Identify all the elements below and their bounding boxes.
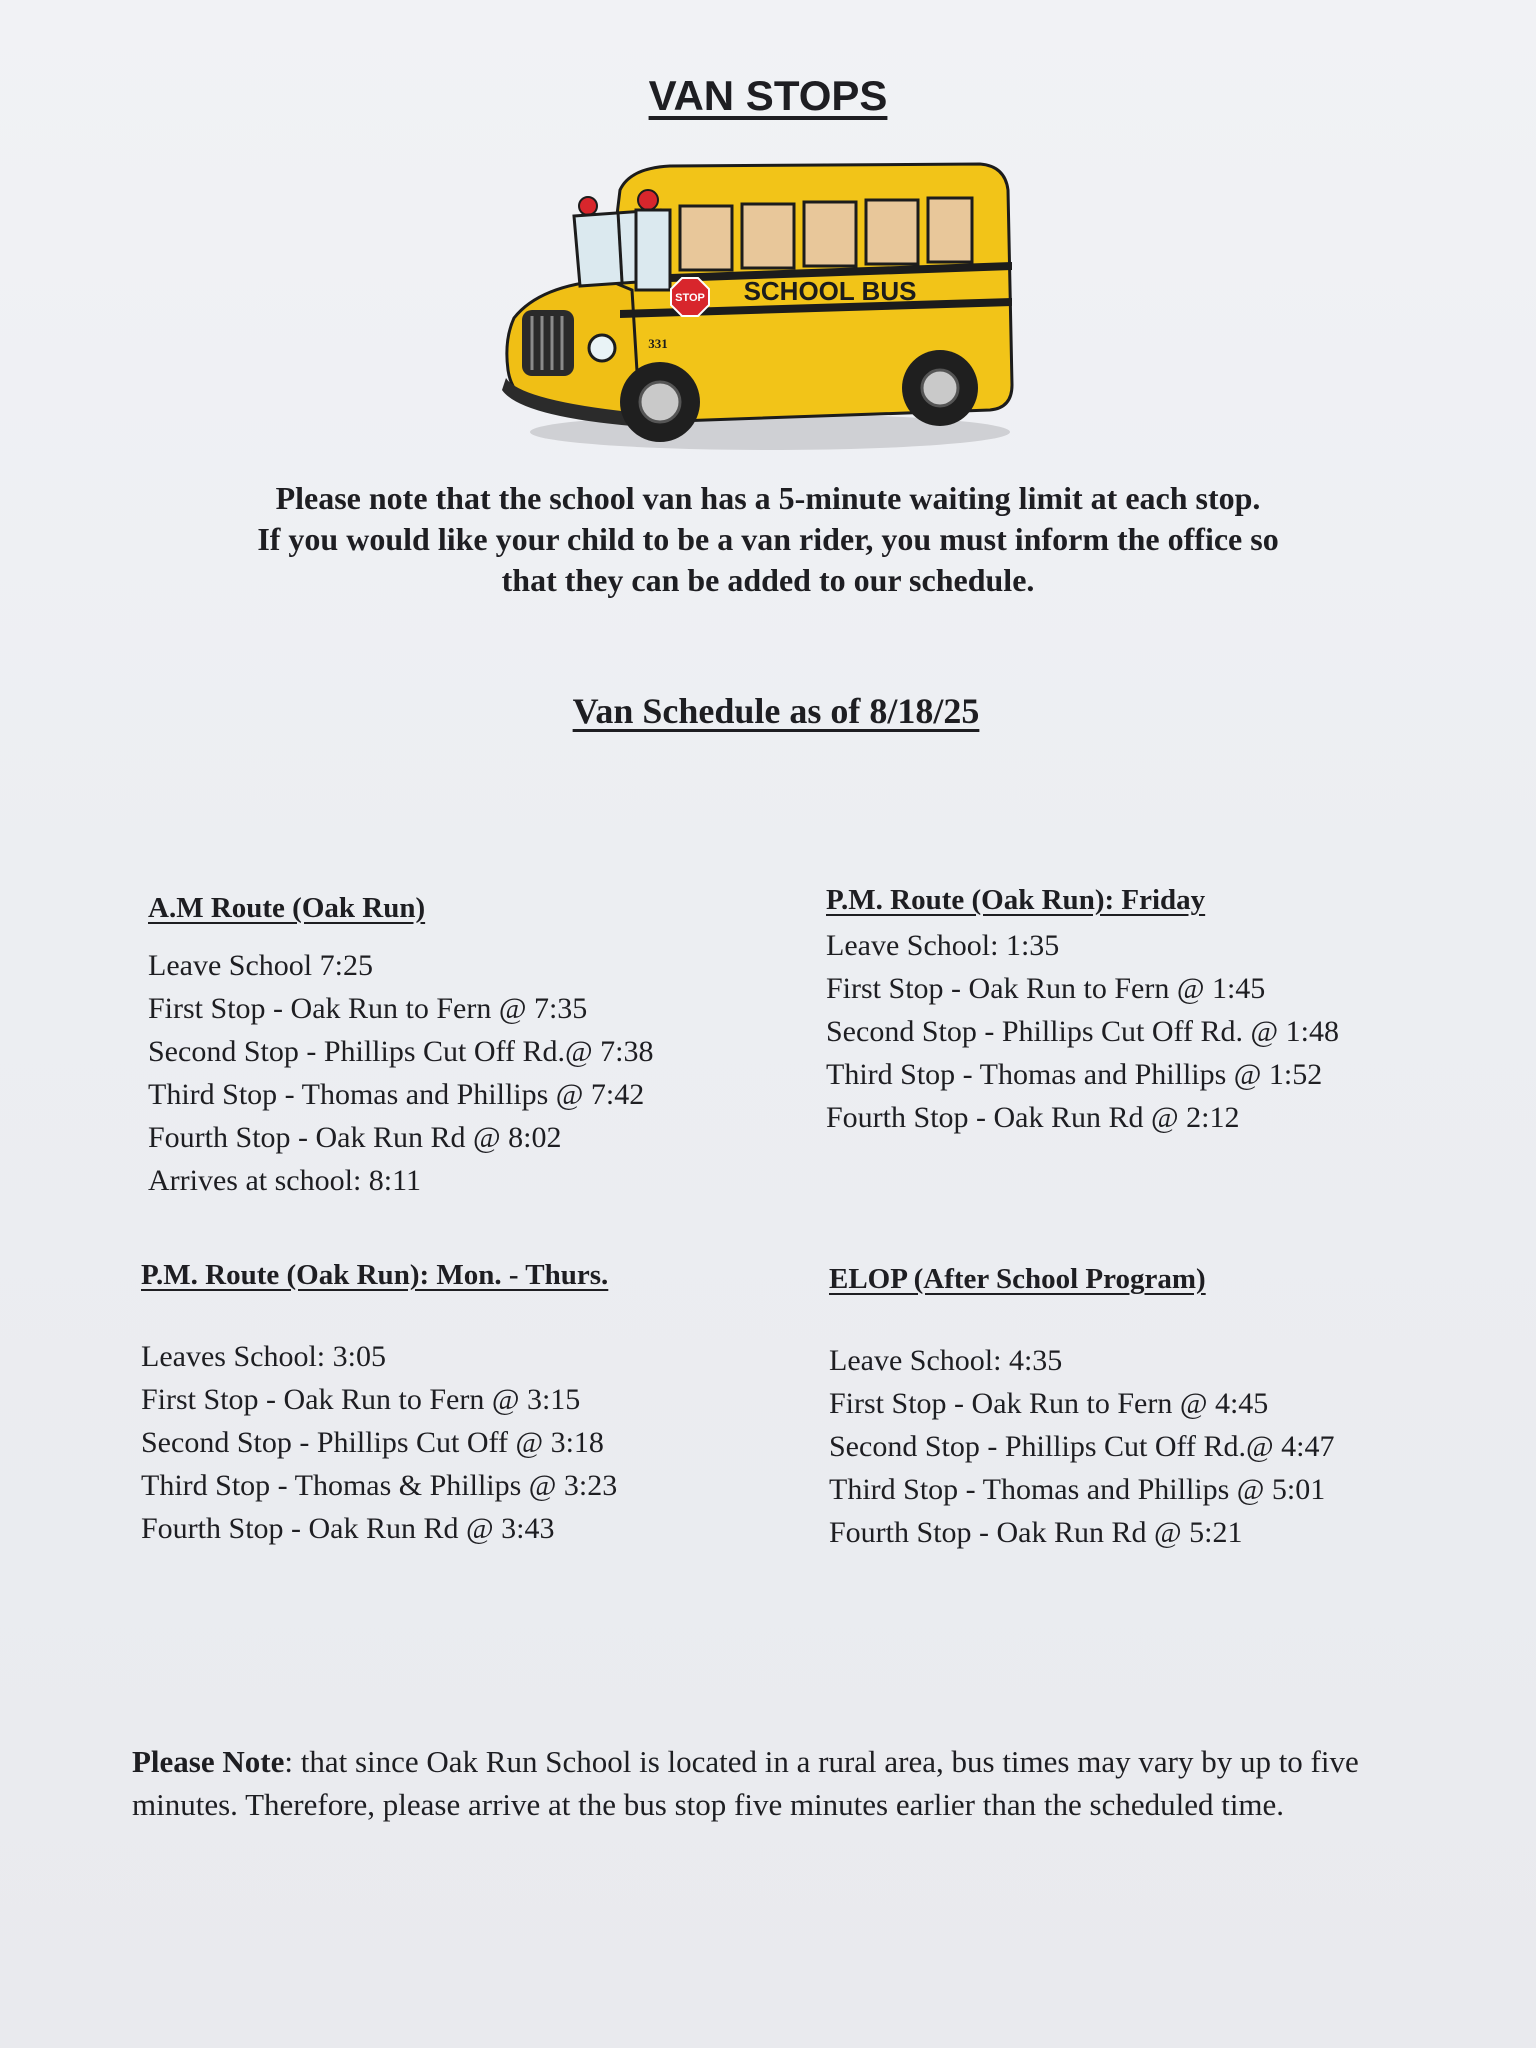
rear-wheel-icon: [902, 350, 978, 426]
route-line: Leave School: 1:35: [826, 929, 1060, 962]
footer-note-label: Please Note: [132, 1744, 285, 1779]
route-heading: ELOP (After School Program): [829, 1263, 1206, 1295]
route-line: Third Stop - Thomas and Phillips @ 7:42: [148, 1078, 645, 1111]
pm-mon-thurs-route-block: [141, 1255, 617, 1550]
roof-light-icon: [638, 190, 658, 210]
route-line: Fourth Stop - Oak Run Rd @ 5:21: [829, 1516, 1243, 1549]
notice-line: Please note that the school van has a 5-minute waiting limit at each stop.: [275, 480, 1261, 516]
route-line: Fourth Stop - Oak Run Rd @ 3:43: [141, 1512, 555, 1545]
route-line: Third Stop - Thomas and Phillips @ 5:01: [829, 1473, 1326, 1506]
front-wheel-icon: [620, 362, 700, 442]
notice-line: that they can be added to our schedule.: [501, 562, 1035, 598]
notice-paragraph: [150, 478, 1386, 601]
route-line: First Stop - Oak Run to Fern @ 4:45: [829, 1387, 1269, 1420]
bus-door: [636, 210, 670, 290]
route-line: Third Stop - Thomas and Phillips @ 1:52: [826, 1058, 1323, 1091]
page-title: VAN STOPS: [648, 72, 888, 119]
school-bus-illustration: [500, 150, 1030, 460]
route-line: First Stop - Oak Run to Fern @ 7:35: [148, 992, 588, 1025]
route-line: Third Stop - Thomas & Phillips @ 3:23: [141, 1469, 618, 1502]
route-line: First Stop - Oak Run to Fern @ 3:15: [141, 1383, 581, 1416]
route-line: Leaves School: 3:05: [141, 1340, 386, 1373]
route-heading: P.M. Route (Oak Run): Mon. - Thurs.: [141, 1259, 609, 1291]
footer-note: [132, 1740, 1472, 1826]
elop-route-block: [829, 1259, 1334, 1554]
bus-number: 331: [648, 336, 668, 351]
bus-grille: [522, 310, 574, 376]
am-route-block: [148, 888, 653, 1202]
pm-friday-route-block: [826, 880, 1339, 1139]
route-line: Arrives at school: 8:11: [148, 1164, 422, 1197]
route-heading: P.M. Route (Oak Run): Friday: [826, 884, 1206, 916]
route-line: First Stop - Oak Run to Fern @ 1:45: [826, 972, 1266, 1005]
bus-windows: [680, 198, 972, 270]
route-line: Second Stop - Phillips Cut Off Rd.@ 4:47: [829, 1430, 1335, 1463]
footer-note-text: : that since Oak Run School is located in a rural area, bus times may vary by up to five minutes. Therefore, please arrive at the bus stop five minutes earlier than the scheduled time.: [132, 1744, 1359, 1822]
route-line: Second Stop - Phillips Cut Off @ 3:18: [141, 1426, 604, 1459]
route-line: Leave School: 4:35: [829, 1344, 1063, 1377]
route-line: Leave School 7:25: [148, 949, 373, 982]
bus-label: SCHOOL BUS: [743, 276, 917, 306]
bus-headlight: [589, 335, 615, 361]
route-line: Second Stop - Phillips Cut Off Rd.@ 7:38: [148, 1035, 654, 1068]
route-line: Second Stop - Phillips Cut Off Rd. @ 1:48: [826, 1015, 1339, 1048]
route-heading: A.M Route (Oak Run): [148, 892, 426, 924]
route-line: Fourth Stop - Oak Run Rd @ 8:02: [148, 1121, 562, 1154]
notice-line: If you would like your child to be a van rider, you must inform the office so: [257, 521, 1279, 557]
stop-sign-text: STOP: [675, 292, 705, 304]
roof-light-icon: [579, 197, 597, 215]
schedule-title: Van Schedule as of 8/18/25: [572, 691, 980, 731]
route-line: Fourth Stop - Oak Run Rd @ 2:12: [826, 1101, 1240, 1134]
